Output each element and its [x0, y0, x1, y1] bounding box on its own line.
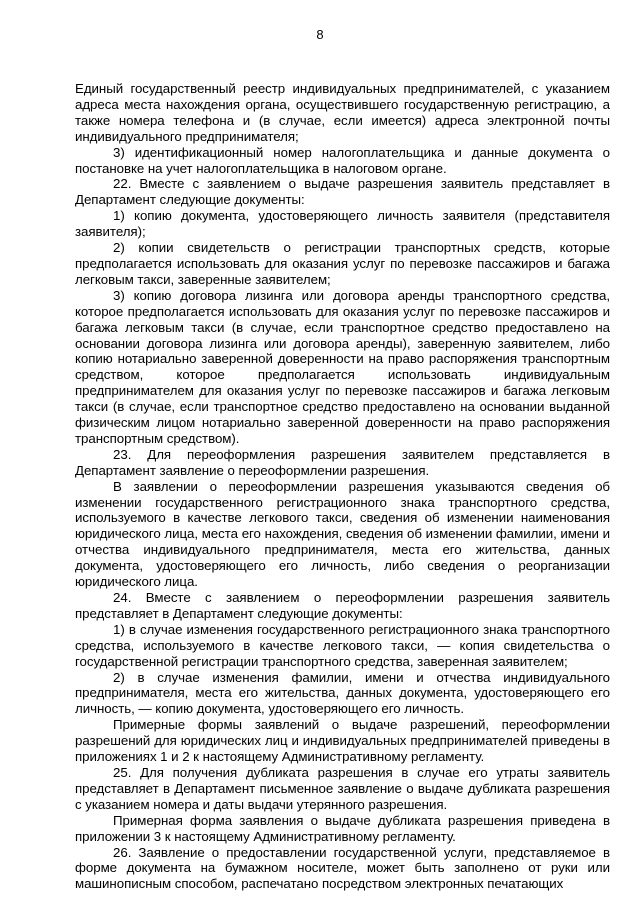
paragraph: Единый государственный реестр индивидуальных предпринимателей, с указанием адреса места нахождения органа, осуществившего государственную регистрацию, а также номера телефона и (в случае, если имеется) адреса электронной почты индивидуального предпринимателя; — [75, 81, 610, 144]
paragraph: Примерные формы заявлений о выдаче разрешений, переоформлении разрешений для юридических лиц и индивидуальных предпринимателей приведены в приложениях 1 и 2 к настоящему Административному регламенту. — [75, 717, 610, 765]
paragraph: 2) в случае изменения фамилии, имени и отчества индивидуального предпринимателя, места его жительства, данных документа, удостоверяющего его личность, — копию документа, удостоверяющего его личность. — [75, 669, 610, 717]
paragraph: 2) копии свидетельств о регистрации транспортных средств, которые предполагается использовать для оказания услуг по перевозке пассажиров и багажа легковым такси, заверенные заявителем; — [75, 240, 610, 287]
page-number: 8 — [316, 27, 324, 42]
paragraph: 24. Вместе с заявлением о переоформлении разрешения заявитель представляет в Департамент следующие документы: — [75, 590, 610, 621]
paragraph: 23. Для переоформления разрешения заявителем представляется в Департамент заявление о переоформлении разрешения. — [75, 446, 610, 478]
paragraph: 1) в случае изменения государственного регистрационного знака транспортного средства, используемого в качестве легкового такси, — копия свидетельства о государственной регистрации транспортного средства, заверенная заявителем; — [75, 621, 610, 669]
paragraph: Примерная форма заявления о выдаче дубликата разрешения приведена в приложении 3 к настоящему Административному регламенту. — [75, 812, 610, 844]
paragraph: 1) копию документа, удостоверяющего личность заявителя (представителя заявителя); — [75, 208, 610, 240]
paragraph: 26. Заявление о предоставлении государственной услуги, представляемое в форме документа на бумажном носителе, может быть заполнено от руки или машинописным способом, распечатано посредством электронных печатающих — [75, 844, 610, 892]
paragraph: 25. Для получения дубликата разрешения в случае его утраты заявитель представляет в Департамент письменное заявление о выдаче дубликата разрешения с указанием номера и даты выдачи утерянного разрешения. — [75, 764, 610, 812]
paragraph: 3) идентификационный номер налогоплательщика и данные документа о постановке на учет налогоплательщика в налоговом органе. — [75, 144, 610, 176]
paragraph: 3) копию договора лизинга или договора аренды транспортного средства, которое предполагается использовать для оказания услуг по перевозке пассажиров и багажа легковым такси (в случае, если транспортное средство предоставлено на основании договора лизинга или договора аренды), заверенную заявителем, либо копию нотариально заверенной доверенности на право распоряжения транспортным средством, которое предполагается использовать индивидуальным предпринимателем для оказания услуг по перевозке пассажиров и багажа легковым такси (в случае, если транспортное средство предоставлено на основании выданной физическим лицом нотариально заверенной доверенности на право распоряжения транспортным средством). — [75, 287, 610, 446]
paragraph: В заявлении о переоформлении разрешения указываются сведения об изменении государственного регистрационного знака транспортного средства, используемого в качестве легкового такси, сведения об изменении наименования юридического лица, места его нахождения, сведения об изменении фамилии, имени и отчества индивидуального предпринимателя, места его жительства, данных документа, удостоверяющего его личность, либо сведения о реорганизации юридического лица. — [75, 478, 610, 590]
document-body — [75, 81, 610, 892]
paragraph: 22. Вместе с заявлением о выдаче разрешения заявитель представляет в Департамент следующие документы: — [75, 176, 610, 208]
